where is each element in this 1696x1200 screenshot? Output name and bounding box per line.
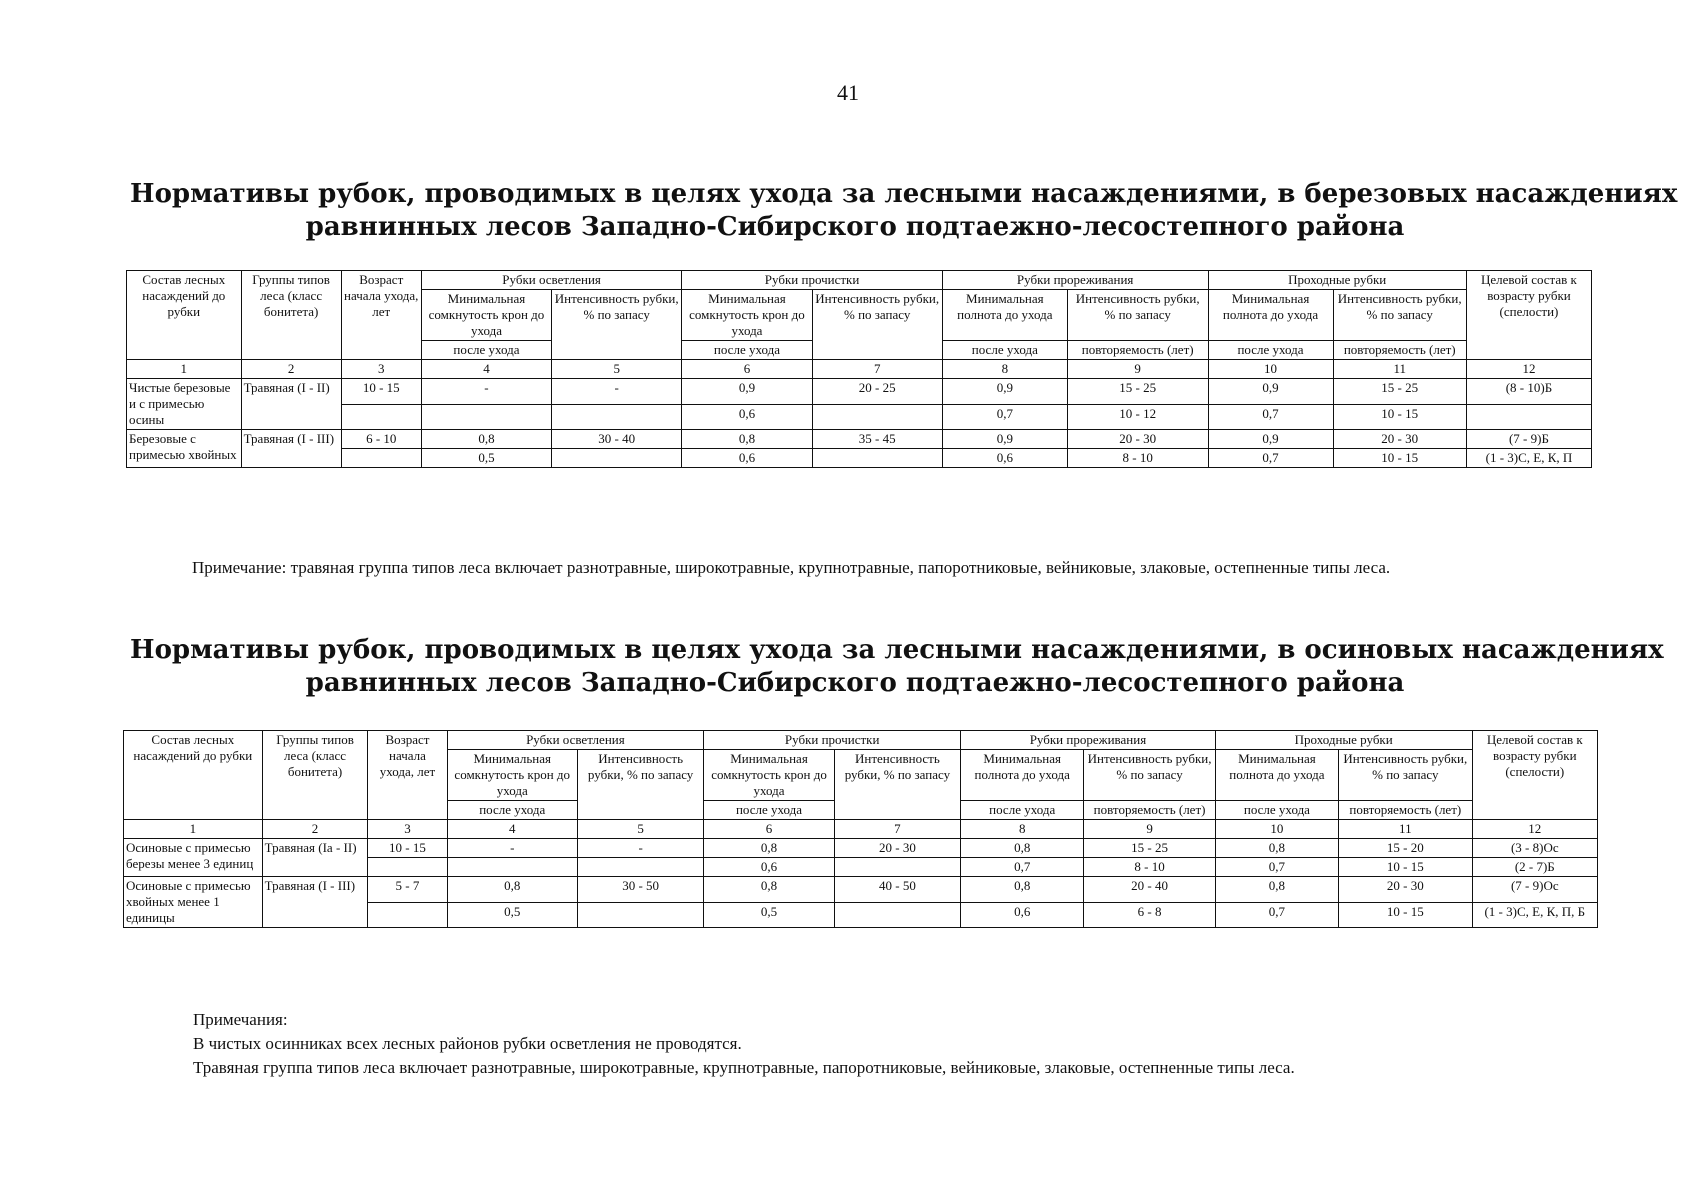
- header-min-density: Минимальная полнота до ухода: [1215, 750, 1338, 801]
- col-number: 8: [942, 360, 1067, 379]
- table-cell: 20 - 25: [812, 379, 942, 405]
- col-number: 12: [1466, 360, 1591, 379]
- table-cell: 30 - 40: [552, 430, 682, 449]
- table-cell: 0,6: [682, 449, 812, 468]
- table-cell: 0,7: [1215, 858, 1338, 877]
- note-line: Травяная группа типов леса включает разнотравные, широкотравные, крупнотравные, папоротниковые, вейниковые, злаковые, остепненные типы леса.: [193, 1058, 1295, 1077]
- age-cell: 10 - 15: [368, 839, 447, 858]
- column-number-row: [124, 820, 1598, 839]
- header-intensity: Интенсивность рубки, % по запасу: [1084, 750, 1215, 801]
- header-cleaning: Рубки прочистки: [704, 731, 961, 750]
- table-cell: 0,9: [682, 379, 812, 405]
- table-cell: 15 - 20: [1339, 839, 1473, 858]
- header-repeat: повторяемость (лет): [1067, 341, 1208, 360]
- table-cell: 0,7: [961, 858, 1084, 877]
- table-cell: 20 - 30: [834, 839, 960, 858]
- table-cell: 0,8: [682, 430, 812, 449]
- table-cell: 0,9: [942, 430, 1067, 449]
- table-cell: 0,6: [942, 449, 1067, 468]
- table-cell: 0,9: [1208, 379, 1333, 405]
- table-cell: (2 - 7)Б: [1472, 858, 1597, 877]
- table-cell: 35 - 45: [812, 430, 942, 449]
- col-number: 4: [447, 820, 577, 839]
- table-row: [127, 379, 1592, 405]
- column-number-row: [127, 360, 1592, 379]
- norms-table-aspen: [123, 730, 1598, 928]
- header-clarification: Рубки осветления: [447, 731, 704, 750]
- col-number: 10: [1215, 820, 1338, 839]
- header-composition: Состав лесных насаждений до рубки: [127, 271, 242, 360]
- col-number: 9: [1084, 820, 1215, 839]
- header-min-density: Минимальная полнота до ухода: [961, 750, 1084, 801]
- header-after: после ухода: [421, 341, 551, 360]
- header-forest-group: Группы типов леса (класс бонитета): [262, 731, 368, 820]
- table-row: [127, 449, 1592, 468]
- section-title-aspen: [130, 634, 1664, 700]
- table-cell: 10 - 15: [1339, 902, 1473, 928]
- table-cell: 10 - 15: [1333, 404, 1466, 430]
- age-cell: [341, 404, 421, 430]
- table-row: [124, 877, 1598, 903]
- col-number: 7: [834, 820, 960, 839]
- header-intensity: Интенсивность рубки, % по запасу: [552, 290, 682, 360]
- table-cell: 20 - 30: [1333, 430, 1466, 449]
- col-number: 6: [704, 820, 834, 839]
- header-passing: Проходные рубки: [1208, 271, 1466, 290]
- table-cell: [421, 404, 551, 430]
- table-cell: 10 - 12: [1067, 404, 1208, 430]
- header-min-density: Минимальная полнота до ухода: [1208, 290, 1333, 341]
- col-number: 4: [421, 360, 551, 379]
- table-cell: 0,5: [704, 902, 834, 928]
- table-row: [124, 839, 1598, 858]
- table-cell: [552, 404, 682, 430]
- header-after: после ухода: [447, 801, 577, 820]
- table-cell: 6 - 8: [1084, 902, 1215, 928]
- composition-cell: Осиновые с примесью березы менее 3 единиц: [124, 839, 263, 877]
- header-intensity: Интенсивность рубки, % по запасу: [1339, 750, 1473, 801]
- col-number: 11: [1333, 360, 1466, 379]
- col-number: 7: [812, 360, 942, 379]
- table-cell: 0,8: [421, 430, 551, 449]
- section-title-birch: [130, 178, 1678, 244]
- note-line: В чистых осинниках всех лесных районов рубки осветления не проводятся.: [193, 1034, 742, 1053]
- header-after: после ухода: [961, 801, 1084, 820]
- header-min-crown: Минимальная сомкнутость крон до ухода: [682, 290, 812, 341]
- col-number: 9: [1067, 360, 1208, 379]
- table-cell: 10 - 15: [1339, 858, 1473, 877]
- table-cell: 0,8: [961, 839, 1084, 858]
- title-line-1: Нормативы рубок, проводимых в целях ухода за лесными насаждениями, в осиновых насаждениях: [130, 635, 1664, 665]
- table-cell: 0,8: [704, 839, 834, 858]
- table-cell: 0,6: [682, 404, 812, 430]
- table-cell: 0,8: [961, 877, 1084, 903]
- table-cell: -: [421, 379, 551, 405]
- notes-heading: Примечания:: [193, 1010, 288, 1029]
- table-cell: 0,5: [421, 449, 551, 468]
- group-cell: Травяная (I - III): [241, 430, 341, 468]
- table-cell: 15 - 25: [1333, 379, 1466, 405]
- table-cell: [812, 404, 942, 430]
- composition-cell: Чистые березовые и с примесью осины: [127, 379, 242, 430]
- table-cell: [812, 449, 942, 468]
- table-cell: (8 - 10)Б: [1466, 379, 1591, 405]
- table-cell: 0,8: [447, 877, 577, 903]
- header-forest-group: Группы типов леса (класс бонитета): [241, 271, 341, 360]
- norms-table-birch: [126, 270, 1592, 468]
- table-cell: 0,7: [1208, 449, 1333, 468]
- col-number: 1: [127, 360, 242, 379]
- table-cell: [577, 902, 703, 928]
- header-repeat: повторяемость (лет): [1333, 341, 1466, 360]
- table-cell: 15 - 25: [1067, 379, 1208, 405]
- header-thinning: Рубки прореживания: [961, 731, 1216, 750]
- table-cell: 20 - 30: [1339, 877, 1473, 903]
- table-cell: (7 - 9)Ос: [1472, 877, 1597, 903]
- table-cell: 20 - 40: [1084, 877, 1215, 903]
- col-number: 8: [961, 820, 1084, 839]
- header-min-crown: Минимальная сомкнутость крон до ухода: [447, 750, 577, 801]
- col-number: 2: [241, 360, 341, 379]
- table-cell: -: [552, 379, 682, 405]
- table-cell: 10 - 15: [1333, 449, 1466, 468]
- table-cell: 0,9: [1208, 430, 1333, 449]
- table-cell: [834, 902, 960, 928]
- table-cell: 0,8: [704, 877, 834, 903]
- table-cell: 0,8: [1215, 839, 1338, 858]
- group-cell: Травяная (I - III): [262, 877, 368, 928]
- table-cell: -: [577, 839, 703, 858]
- age-cell: [368, 902, 447, 928]
- header-composition: Состав лесных насаждений до рубки: [124, 731, 263, 820]
- header-passing: Проходные рубки: [1215, 731, 1472, 750]
- header-after: после ухода: [942, 341, 1067, 360]
- table-cell: (1 - 3)С, Е, К, П: [1466, 449, 1591, 468]
- header-after: после ухода: [682, 341, 812, 360]
- table-cell: 40 - 50: [834, 877, 960, 903]
- header-intensity: Интенсивность рубки, % по запасу: [1067, 290, 1208, 341]
- table-cell: 0,6: [961, 902, 1084, 928]
- col-number: 1: [124, 820, 263, 839]
- table-cell: 20 - 30: [1067, 430, 1208, 449]
- table-cell: [447, 858, 577, 877]
- table-cell: 0,7: [942, 404, 1067, 430]
- group-cell: Травяная (I - II): [241, 379, 341, 430]
- col-number: 2: [262, 820, 368, 839]
- header-thinning: Рубки прореживания: [942, 271, 1208, 290]
- age-cell: 6 - 10: [341, 430, 421, 449]
- title-line-2: равнинных лесов Западно-Сибирского подтаежно-лесостепного района: [305, 668, 1405, 698]
- table-cell: 0,7: [1215, 902, 1338, 928]
- header-min-crown: Минимальная сомкнутость крон до ухода: [421, 290, 551, 341]
- table-cell: (3 - 8)Ос: [1472, 839, 1597, 858]
- table-cell: [834, 858, 960, 877]
- table-cell: 8 - 10: [1084, 858, 1215, 877]
- header-intensity: Интенсивность рубки, % по запасу: [812, 290, 942, 360]
- table-cell: -: [447, 839, 577, 858]
- table-cell: [1466, 404, 1591, 430]
- header-repeat: повторяемость (лет): [1084, 801, 1215, 820]
- table-cell: [577, 858, 703, 877]
- header-cleaning: Рубки прочистки: [682, 271, 942, 290]
- table-cell: 30 - 50: [577, 877, 703, 903]
- header-min-density: Минимальная полнота до ухода: [942, 290, 1067, 341]
- table-cell: (1 - 3)С, Е, К, П, Б: [1472, 902, 1597, 928]
- col-number: 5: [552, 360, 682, 379]
- table-cell: 0,5: [447, 902, 577, 928]
- header-target: Целевой состав к возрасту рубки (спелости): [1472, 731, 1597, 820]
- header-intensity: Интенсивность рубки, % по запасу: [1333, 290, 1466, 341]
- note-birch: Примечание: травяная группа типов леса включает разнотравные, широкотравные, крупнотравные, папоротниковые, вейниковые, злаковые, остепненные типы леса.: [192, 558, 1391, 577]
- header-after: после ухода: [704, 801, 834, 820]
- table-cell: 0,8: [1215, 877, 1338, 903]
- col-number: 5: [577, 820, 703, 839]
- table-cell: 0,9: [942, 379, 1067, 405]
- header-after: после ухода: [1208, 341, 1333, 360]
- table-row: [127, 404, 1592, 430]
- table-cell: 15 - 25: [1084, 839, 1215, 858]
- header-start-age: Возраст начала ухода, лет: [341, 271, 421, 360]
- title-line-1: Нормативы рубок, проводимых в целях ухода за лесными насаждениями, в березовых насаждениях: [130, 179, 1678, 209]
- title-line-2: равнинных лесов Западно-Сибирского подтаежно-лесостепного района: [305, 212, 1405, 242]
- header-start-age: Возраст начала ухода, лет: [368, 731, 447, 820]
- header-target: Целевой состав к возрасту рубки (спелости): [1466, 271, 1591, 360]
- header-min-crown: Минимальная сомкнутость крон до ухода: [704, 750, 834, 801]
- header-intensity: Интенсивность рубки, % по запасу: [577, 750, 703, 820]
- composition-cell: Березовые с примесью хвойных: [127, 430, 242, 468]
- table-cell: 0,7: [1208, 404, 1333, 430]
- notes-aspen: [193, 1008, 1593, 1080]
- table-cell: 8 - 10: [1067, 449, 1208, 468]
- col-number: 12: [1472, 820, 1597, 839]
- col-number: 3: [368, 820, 447, 839]
- col-number: 11: [1339, 820, 1473, 839]
- page-number: 41: [837, 80, 859, 105]
- age-cell: 5 - 7: [368, 877, 447, 903]
- header-repeat: повторяемость (лет): [1339, 801, 1473, 820]
- table-cell: [552, 449, 682, 468]
- header-intensity: Интенсивность рубки, % по запасу: [834, 750, 960, 820]
- table-cell: (7 - 9)Б: [1466, 430, 1591, 449]
- header-clarification: Рубки осветления: [421, 271, 681, 290]
- age-cell: [341, 449, 421, 468]
- table-row: [127, 430, 1592, 449]
- col-number: 6: [682, 360, 812, 379]
- composition-cell: Осиновые с примесью хвойных менее 1 единицы: [124, 877, 263, 928]
- group-cell: Травяная (Ia - II): [262, 839, 368, 877]
- col-number: 3: [341, 360, 421, 379]
- table-cell: 0,6: [704, 858, 834, 877]
- header-after: после ухода: [1215, 801, 1338, 820]
- age-cell: [368, 858, 447, 877]
- age-cell: 10 - 15: [341, 379, 421, 405]
- col-number: 10: [1208, 360, 1333, 379]
